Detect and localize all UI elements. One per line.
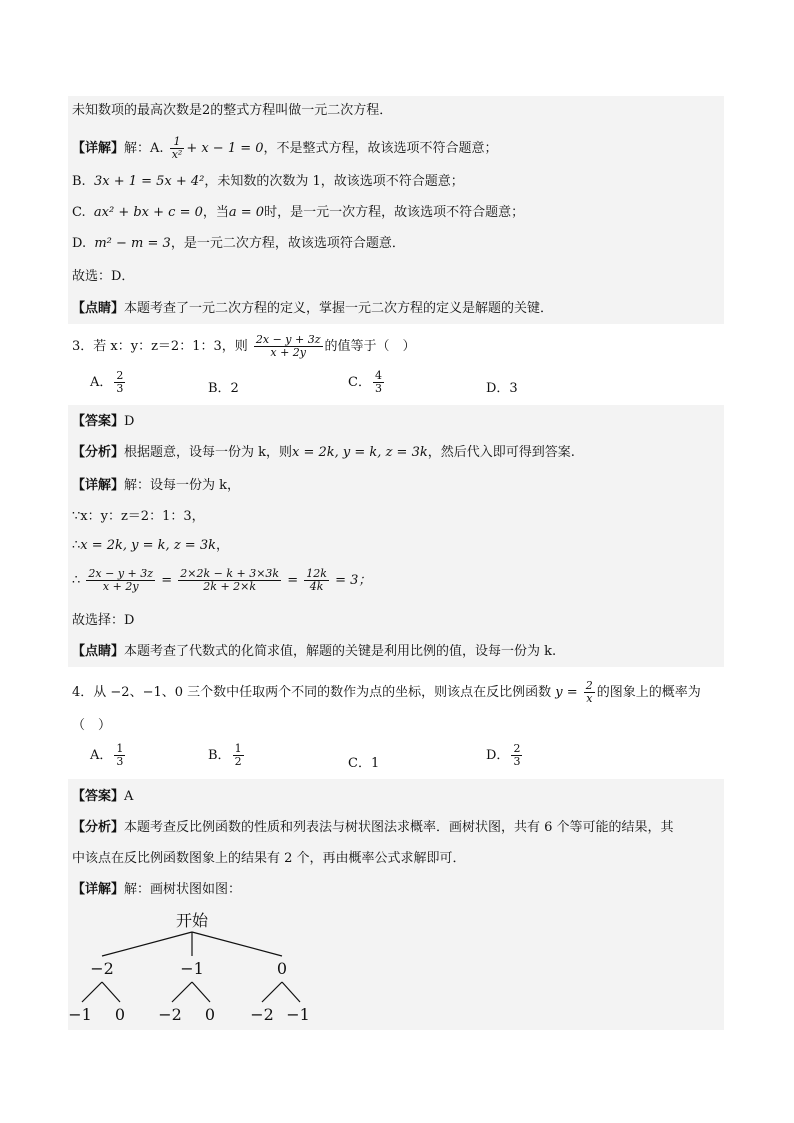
tree-leaf: −1: [286, 1005, 310, 1024]
tree-edge: [262, 982, 282, 1002]
q3-option-d: D．3: [486, 381, 518, 396]
q2-comment: 【点睛】本题考查了一元二次方程的定义，掌握一元二次方程的定义是解题的关键．: [72, 301, 554, 316]
tree-node: −1: [180, 959, 204, 978]
q3-detail: 【详解】解：设每一份为 k，: [72, 478, 241, 493]
q2-detail-a: 【详解】解：A. $\frac{1}{\text{x²}}$ + x − 1 = 0，不是整式方程，故该选项不符合题意；: [72, 135, 498, 161]
tree-edge: [172, 982, 192, 1002]
q3-answer: 【答案】D: [72, 414, 135, 429]
q4-option-d: D． $\frac{2}{3}$: [486, 742, 521, 768]
q4-option-b: B． $\frac{1}{2}$: [208, 742, 242, 768]
tree-diagram: [68, 906, 328, 1026]
tree-node: −2: [90, 959, 114, 978]
tree-node: 0: [276, 959, 288, 978]
tree-leaf: 0: [204, 1005, 216, 1024]
q3-choice: 故选择：D: [72, 613, 135, 628]
fraction: $\frac{4}{3}$: [374, 369, 382, 395]
q3-step3: ∴ $\frac{2x - y + 3z}{x + 2y}$ = $\frac{2\times 2k - k + 3\times 3k}{2k + 2\times k}$ = $\frac{12k}{4k}$ = 3；: [72, 567, 372, 593]
q3-comment: 【点睛】本题考查了代数式的化简求值，解题的关键是利用比例的值，设每一份为 k.: [72, 644, 557, 659]
tree-edge: [282, 982, 300, 1002]
q3-option-b: B．2: [208, 381, 239, 396]
fraction: $\frac{2x - y + 3z}{x + 2y}$: [255, 333, 321, 359]
tree-edge: [102, 932, 192, 956]
tree-edge: [192, 932, 282, 956]
q2-detail-d: D. m² − m = 3，是一元二次方程，故该选项符合题意．: [72, 236, 405, 251]
tree-root: 开始: [175, 911, 209, 930]
tree-leaf: −1: [68, 1005, 92, 1024]
fraction: $\frac{2\times 2k - k + 3\times 3k}{2k + 2\times k}$: [180, 567, 280, 593]
q4-option-a: A． $\frac{1}{3}$: [90, 742, 124, 768]
q3-step2: ∴x = 2k, y = k, z = 3k，: [72, 538, 229, 553]
fraction: $\frac{12k}{4k}$: [306, 567, 327, 593]
q4-analysis-2: 中该点在反比例函数图象上的结果有 2 个，再由概率公式求解即可．: [72, 851, 466, 866]
tree-leaf: −2: [158, 1005, 182, 1024]
q3-analysis: 【分析】根据题意，设每一份为 k，则x = 2k, y = k, z = 3k，然后代入即可得到答案.: [72, 445, 575, 460]
intro-text: 未知数项的最高次数是2的整式方程叫做一元二次方程．: [72, 103, 393, 118]
fraction: $\frac{2}{x}$: [585, 679, 593, 705]
q3-step1: ∵x：y：z＝2：1：3，: [72, 509, 205, 524]
q2-detail-c: C. ax² + bx + c = 0，当a = 0时，是一元一次方程，故该选项不符合题意；: [72, 205, 525, 220]
tree-edge: [192, 982, 210, 1002]
fraction: $\frac{2}{3}$: [116, 369, 124, 395]
q4-analysis-1: 【分析】本题考查反比例函数的性质和列表法与树状图法求概率．画树状图，共有 6 个等可能的结果，其: [72, 820, 674, 835]
q4-stem-paren: （ ）: [72, 718, 112, 733]
q4-stem: 4．从 −2、−1、0 三个数中任取两个不同的数作为点的坐标，则该点在反比例函数 y = $\frac{2}{x}$ 的图象上的概率为: [72, 679, 701, 705]
tree-edge: [102, 982, 120, 1002]
q4-option-c: C．1: [348, 756, 380, 771]
tree-edge: [82, 982, 102, 1002]
q3-option-c: C． $\frac{4}{3}$: [348, 369, 382, 395]
q4-answer: 【答案】A: [72, 789, 134, 804]
fraction: $\frac{2x - y + 3z}{x + 2y}$: [88, 567, 154, 593]
tree-leaf: −2: [250, 1005, 274, 1024]
tree-leaf: 0: [114, 1005, 126, 1024]
fraction: $\frac{1}{\text{x²}}$: [171, 135, 183, 161]
q3-option-a: A． $\frac{2}{3}$: [90, 369, 124, 395]
detail-label: 【详解】: [72, 141, 125, 156]
q2-detail-b: B. 3x + 1 = 5x + 4²，未知数的次数为 1，故该选项不符合题意；: [72, 174, 464, 189]
q3-stem: 3．若 x：y：z＝2：1：3，则 $\frac{2x - y + 3z}{x + 2y}$ 的值等于（ ）: [72, 333, 416, 359]
q2-choice: 故选：D．: [72, 269, 135, 284]
q4-detail: 【详解】解：画树状图如图：: [72, 882, 242, 897]
